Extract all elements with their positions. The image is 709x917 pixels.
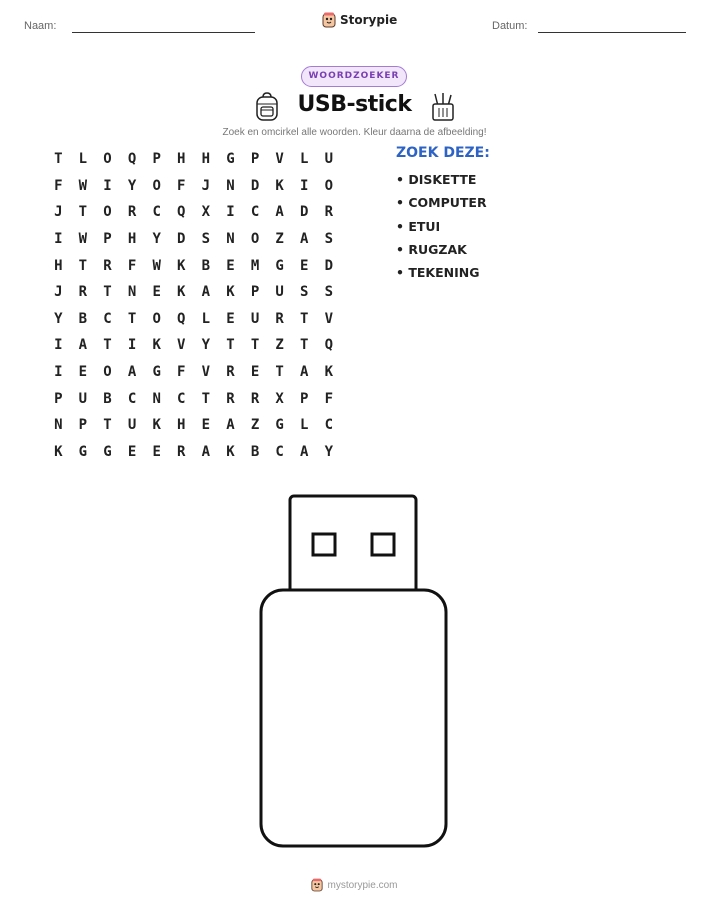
grid-letter[interactable]: T [300,337,309,354]
grid-letter[interactable]: X [201,204,211,221]
grid-letter[interactable]: N [226,177,235,194]
grid-letter[interactable]: Z [275,231,284,248]
grid-letter[interactable]: Y [152,231,161,248]
grid-letter[interactable]: K [177,284,186,301]
footer-url[interactable]: mystorypie.com [327,879,398,891]
word-list-item: • ETUI [396,218,441,234]
grid-letter[interactable]: R [250,390,260,407]
grid-letter[interactable]: R [127,204,137,221]
grid-letter[interactable]: S [324,231,334,248]
grid-letter[interactable]: V [275,151,284,168]
word-list-item: • TEKENING [396,265,480,281]
storypie-mascot-icon [322,12,336,28]
worksheet-type-badge: WOORDZOEKER [301,66,407,87]
grid-letter[interactable]: Y [127,177,137,194]
grid-row [46,359,341,386]
grid-letter[interactable]: Q [324,337,334,354]
grid-row [46,412,341,439]
grid-letter[interactable]: E [250,364,260,381]
brand-name: Storypie [340,13,398,27]
grid-letter[interactable]: T [226,337,235,354]
grid-letter[interactable]: A [300,443,309,460]
grid-letter[interactable]: E [226,310,235,327]
footer [0,878,709,892]
grid-letter[interactable]: H [127,231,137,248]
grid-letter[interactable]: U [324,151,334,168]
grid-letter[interactable]: A [78,337,88,354]
grid-letter[interactable]: C [127,390,137,407]
grid-letter[interactable]: G [103,443,112,460]
grid-letter[interactable]: R [103,257,112,274]
grid-letter[interactable]: G [226,151,235,168]
grid-letter[interactable]: B [250,443,260,460]
grid-letter[interactable]: J [201,177,211,194]
grid-letter[interactable]: S [201,231,211,248]
grid-letter[interactable]: X [275,390,284,407]
grid-letter[interactable]: F [324,390,334,407]
grid-letter[interactable]: S [324,284,334,301]
grid-letter[interactable]: D [324,257,334,274]
worksheet-title: USB-stick [297,92,412,117]
grid-letter[interactable]: T [127,310,137,327]
grid-letter[interactable]: G [78,443,88,460]
grid-row [46,385,341,412]
grid-letter[interactable]: O [152,177,161,194]
grid-row [46,279,341,306]
grid-letter[interactable]: Y [54,310,63,327]
grid-letter[interactable]: J [54,204,63,221]
grid-letter[interactable]: H [54,257,63,274]
grid-letter[interactable]: E [127,443,137,460]
grid-letter[interactable]: P [250,151,260,168]
grid-letter[interactable]: E [152,284,161,301]
grid-letter[interactable]: U [250,310,260,327]
grid-letter[interactable]: Q [177,310,186,327]
grid-letter[interactable]: K [152,417,161,434]
grid-letter[interactable]: G [275,417,284,434]
grid-letter[interactable]: T [250,337,260,354]
grid-letter[interactable]: P [103,231,112,248]
date-label: Datum: [492,20,528,32]
grid-letter[interactable]: N [127,284,137,301]
grid-letter[interactable]: O [324,177,334,194]
grid-letter[interactable]: U [127,417,137,434]
grid-letter[interactable]: A [275,204,284,221]
grid-letter[interactable]: T [103,284,112,301]
name-line[interactable] [72,32,255,33]
grid-row [46,226,341,253]
word-list-item: • COMPUTER [396,195,487,211]
grid-letter[interactable]: E [152,443,161,460]
date-line[interactable] [538,32,686,33]
usb-connector-hole-right [372,534,394,555]
grid-letter[interactable]: D [300,204,309,221]
grid-letter[interactable]: H [177,151,186,168]
grid-letter[interactable]: A [127,364,137,381]
grid-letter[interactable]: P [78,417,88,434]
grid-letter[interactable]: O [103,364,112,381]
grid-letter[interactable]: W [78,177,88,194]
grid-letter[interactable]: E [201,417,211,434]
grid-letter[interactable]: D [177,231,186,248]
grid-letter[interactable]: K [54,443,63,460]
grid-letter[interactable]: T [103,417,112,434]
grid-letter[interactable]: B [103,390,112,407]
grid-letter[interactable]: K [275,177,284,194]
grid-letter[interactable]: B [201,257,211,274]
grid-row [46,173,341,200]
grid-row [46,306,341,333]
storypie-mascot-icon [311,878,323,892]
grid-letter[interactable]: W [78,231,88,248]
grid-letter[interactable]: U [78,390,88,407]
grid-letter[interactable]: R [226,364,235,381]
grid-letter[interactable]: K [152,337,161,354]
grid-row [46,199,341,226]
grid-letter[interactable]: A [201,284,211,301]
grid-letter[interactable]: L [300,151,309,168]
grid-letter[interactable]: T [275,364,284,381]
word-list-item: • DISKETTE [396,172,477,187]
grid-letter[interactable]: C [103,310,112,327]
usb-connector-hole-left [313,534,335,555]
grid-letter[interactable]: S [300,284,309,301]
word-list-title: ZOEK DEZE: [396,145,490,161]
grid-letter[interactable]: N [152,390,161,407]
grid-letter[interactable]: O [152,310,161,327]
grid-letter[interactable]: A [300,231,309,248]
grid-letter[interactable]: L [78,151,88,168]
grid-letter[interactable]: V [177,337,186,354]
grid-letter[interactable]: I [103,177,112,194]
grid-letter[interactable]: R [226,390,235,407]
grid-letter[interactable]: H [177,417,186,434]
grid-letter[interactable]: K [324,364,334,381]
grid-letter[interactable]: T [78,257,88,274]
grid-letter[interactable]: C [152,204,161,221]
grid-letter[interactable]: O [103,151,112,168]
grid-letter[interactable]: U [275,284,284,301]
grid-row [46,146,341,173]
grid-letter[interactable]: C [177,390,186,407]
grid-letter[interactable]: C [324,417,334,434]
grid-letter[interactable]: F [177,177,186,194]
grid-letter[interactable]: R [177,443,186,460]
grid-letter[interactable]: F [177,364,186,381]
grid-letter[interactable]: M [250,257,260,274]
brand-logo [322,12,397,28]
grid-letter[interactable]: A [201,443,211,460]
grid-letter[interactable]: T [300,310,309,327]
grid-letter[interactable]: D [250,177,260,194]
usb-connector [290,496,416,594]
pencil-cup-icon [430,92,456,122]
grid-letter[interactable]: O [103,204,112,221]
grid-letter[interactable]: R [324,204,334,221]
grid-letter[interactable]: E [300,257,309,274]
grid-letter[interactable]: P [300,390,309,407]
grid-letter[interactable]: F [127,257,137,274]
grid-letter[interactable]: Y [201,337,211,354]
grid-letter[interactable]: I [226,204,235,221]
grid-letter[interactable]: O [250,231,260,248]
grid-letter[interactable]: W [152,257,161,274]
grid-letter[interactable]: Z [250,417,260,434]
grid-letter[interactable]: L [201,310,211,327]
grid-letter[interactable]: Q [177,204,186,221]
grid-letter[interactable]: K [226,284,235,301]
grid-letter[interactable]: P [54,390,63,407]
grid-letter[interactable]: Q [127,151,137,168]
grid-letter[interactable]: N [54,417,63,434]
grid-letter[interactable]: E [226,257,235,274]
grid-letter[interactable]: G [275,257,284,274]
grid-letter[interactable]: P [152,151,161,168]
usb-stick-drawing[interactable] [256,490,456,855]
grid-letter[interactable]: I [54,364,63,381]
grid-letter[interactable]: N [226,231,235,248]
grid-letter[interactable]: A [226,417,235,434]
grid-letter[interactable]: V [201,364,211,381]
grid-letter[interactable]: K [177,257,186,274]
grid-letter[interactable]: T [103,337,112,354]
grid-letter[interactable]: R [78,284,88,301]
grid-letter[interactable]: A [300,364,309,381]
instructions: Zoek en omcirkel alle woorden. Kleur daarna de afbeelding! [222,127,487,138]
grid-letter[interactable]: C [275,443,284,460]
grid-letter[interactable]: T [78,204,88,221]
grid-letter[interactable]: I [54,231,63,248]
grid-letter[interactable]: Z [275,337,284,354]
grid-letter[interactable]: I [127,337,137,354]
grid-letter[interactable]: I [300,177,309,194]
grid-letter[interactable]: R [275,310,284,327]
grid-letter[interactable]: L [300,417,309,434]
grid-letter[interactable]: H [201,151,211,168]
grid-row [46,439,341,466]
grid-letter[interactable]: I [54,337,63,354]
grid-letter[interactable]: C [250,204,260,221]
grid-letter[interactable]: F [54,177,63,194]
word-list [396,170,487,286]
grid-letter[interactable]: T [201,390,211,407]
grid-letter[interactable]: V [324,310,334,327]
usb-body [261,590,446,846]
grid-letter[interactable]: E [78,364,88,381]
word-list-item: • RUGZAK [396,241,467,257]
grid-row [46,252,341,279]
grid-letter[interactable]: G [152,364,161,381]
grid-letter[interactable]: K [226,443,235,460]
grid-letter[interactable]: P [250,284,260,301]
name-label: Naam: [24,20,57,32]
grid-letter[interactable]: T [54,151,63,168]
grid-letter[interactable]: Y [324,443,334,460]
grid-letter[interactable]: B [78,310,88,327]
grid-letter[interactable]: J [54,284,63,301]
grid-row [46,332,341,359]
word-search-grid [46,146,341,465]
